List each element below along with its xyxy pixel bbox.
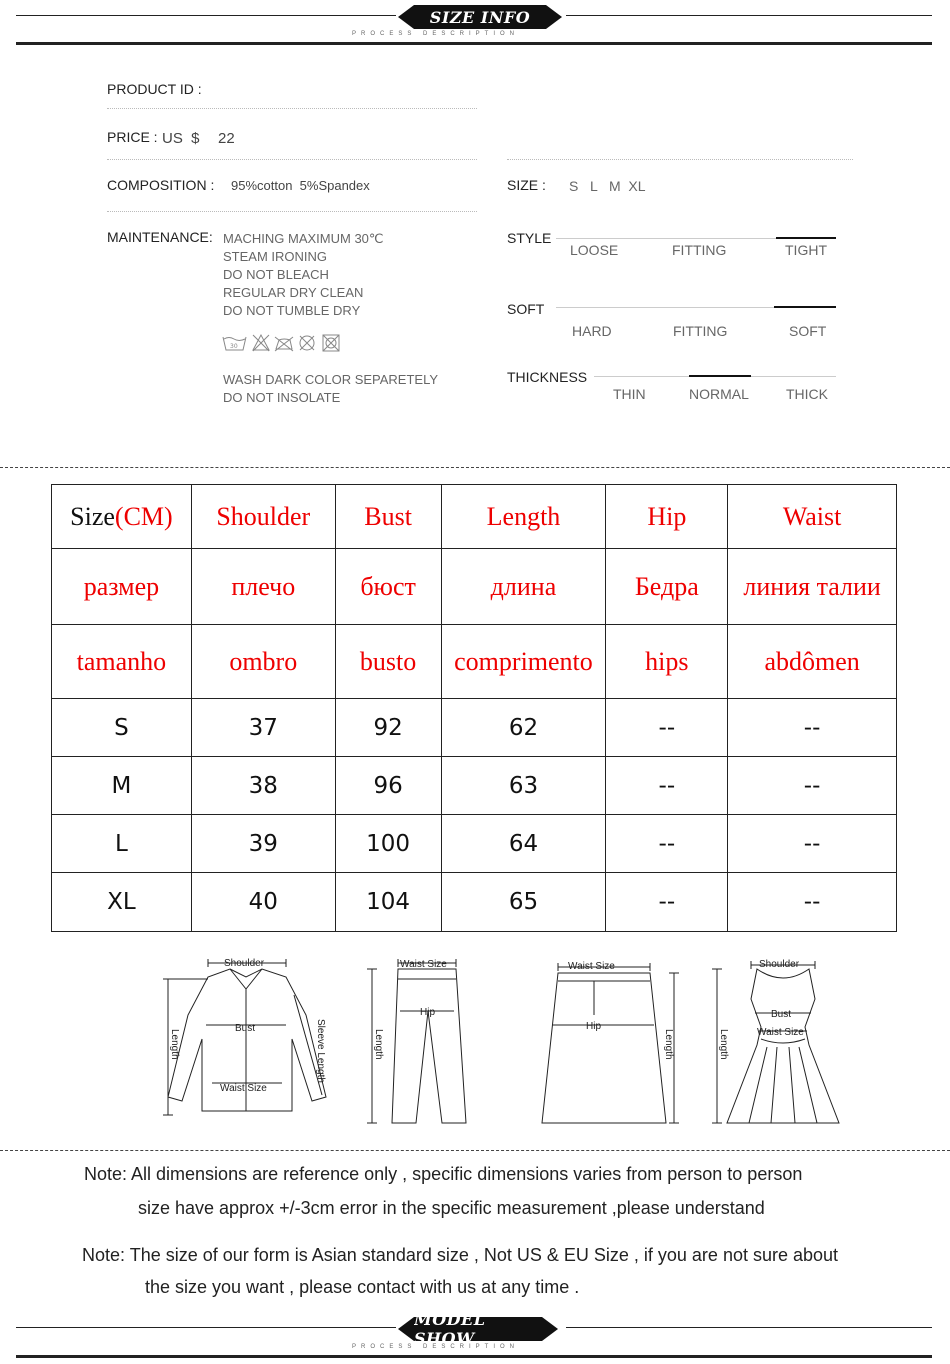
- skirt-length-label: Length: [663, 1029, 674, 1060]
- size-cm-header: Size(CM): [52, 485, 192, 549]
- table-cell: 96: [335, 757, 441, 815]
- header-subtitle: PROCESS DESCRIPTION: [352, 31, 520, 37]
- shirt-shoulder-label: Shoulder: [224, 958, 265, 969]
- price-value: 22: [218, 130, 235, 147]
- header-cell: Бедра: [606, 549, 728, 625]
- table-cell: M: [52, 757, 192, 815]
- header-rule-bottom: [16, 42, 932, 45]
- no-bleach-icon: [253, 335, 269, 351]
- table-header-row: [52, 485, 897, 549]
- svg-text:30: 30: [230, 343, 238, 350]
- maintenance-item: STEAM IRONING: [223, 249, 328, 264]
- pants-length-label: Length: [373, 1029, 384, 1060]
- dress-bust-label: Bust: [771, 1009, 792, 1020]
- header-cell: плечо: [191, 549, 335, 625]
- skirt-hip-label: Hip: [586, 1021, 602, 1032]
- note-1-line-2: size have approx +/-3cm error in the specific measurement ,please understand: [138, 1198, 765, 1218]
- footer-rule-right: [566, 1327, 932, 1328]
- pants-diagram: [360, 955, 480, 1127]
- divider: [107, 211, 477, 212]
- size-values: S L M XL: [569, 178, 646, 194]
- maintenance-item: DO NOT BLEACH: [223, 267, 329, 282]
- header-cell: размер: [52, 549, 192, 625]
- dress-waist-label: Waist Size: [757, 1027, 804, 1038]
- price-currency: US $: [162, 130, 200, 147]
- no-tumble-dry-icon: [323, 335, 339, 351]
- footer-rule-bottom: [16, 1355, 932, 1358]
- table-cell: --: [606, 699, 728, 757]
- wash-note: DO NOT INSOLATE: [223, 390, 341, 405]
- table-cell: 37: [191, 699, 335, 757]
- header-cell: Bust: [335, 485, 441, 549]
- table-cell: 100: [335, 815, 441, 873]
- shirt-waist-label: Waist Size: [220, 1083, 267, 1094]
- header-cell: comprimento: [441, 625, 606, 699]
- style-option-tight: TIGHT: [785, 242, 827, 258]
- style-scale-label: STYLE: [507, 230, 552, 246]
- soft-option-hard: HARD: [572, 323, 612, 339]
- header-cell: busto: [335, 625, 441, 699]
- price-label: PRICE :: [107, 129, 158, 145]
- table-cell: 62: [441, 699, 606, 757]
- size-info-banner: SIZE INFO: [414, 5, 546, 29]
- table-cell: --: [728, 699, 897, 757]
- size-label: SIZE :: [507, 177, 546, 193]
- header-cell: hips: [606, 625, 728, 699]
- note-2-line-2: the size you want , please contact with us at any time .: [145, 1277, 580, 1297]
- style-scale-marker: [776, 237, 836, 239]
- composition-label: COMPOSITION :: [107, 177, 215, 193]
- header-cell: бюст: [335, 549, 441, 625]
- maintenance-label: MAINTENANCE:: [107, 229, 213, 245]
- model-show-banner: MODEL SHOW: [414, 1317, 542, 1341]
- table-row: [52, 757, 897, 815]
- table-cell: L: [52, 815, 192, 873]
- dress-length-label: Length: [718, 1029, 729, 1060]
- table-cell: 39: [191, 815, 335, 873]
- soft-scale-label: SOFT: [507, 301, 545, 317]
- style-option-fitting: FITTING: [672, 242, 727, 258]
- maintenance-item: DO NOT TUMBLE DRY: [223, 303, 361, 318]
- table-cell: S: [52, 699, 192, 757]
- header-cell: tamanho: [52, 625, 192, 699]
- iron-icon: [275, 337, 293, 351]
- table-cell: 92: [335, 699, 441, 757]
- table-row: [52, 873, 897, 932]
- footer-subtitle: PROCESS DESCRIPTION: [352, 1344, 520, 1350]
- thickness-scale-marker: [689, 375, 751, 377]
- size-table: [51, 484, 897, 932]
- maintenance-list: [223, 230, 384, 320]
- header-rule-right: [566, 15, 932, 16]
- section-divider: [0, 1150, 950, 1151]
- product-id-label: PRODUCT ID :: [107, 81, 202, 97]
- soft-scale-marker: [774, 306, 836, 308]
- composition-value: 95%cotton 5%Spandex: [231, 178, 370, 193]
- pants-hip-label: Hip: [420, 1007, 436, 1018]
- header-cell: Shoulder: [191, 485, 335, 549]
- thickness-option-thick: THICK: [786, 386, 828, 402]
- dress-diagram: [705, 955, 850, 1127]
- wash-30-icon: [223, 337, 246, 350]
- pants-waist-label: Waist Size: [400, 959, 447, 970]
- shirt-sleeve-label: Sleeve Length: [315, 1019, 326, 1083]
- thickness-scale-label: THICKNESS: [507, 369, 588, 385]
- header-cell: ombro: [191, 625, 335, 699]
- shirt-length-label: Length: [169, 1029, 180, 1060]
- header-cell: Waist: [728, 485, 897, 549]
- thickness-option-thin: THIN: [613, 386, 646, 402]
- header-cell: длина: [441, 549, 606, 625]
- table-cell: 38: [191, 757, 335, 815]
- table-header-row-ru: [52, 549, 897, 625]
- table-cell: XL: [52, 873, 192, 932]
- table-cell: --: [606, 815, 728, 873]
- table-cell: 40: [191, 873, 335, 932]
- table-cell: 65: [441, 873, 606, 932]
- divider: [107, 159, 477, 160]
- soft-option-fitting: FITTING: [673, 323, 728, 339]
- care-icons: [222, 333, 346, 358]
- skirt-diagram: [540, 955, 690, 1127]
- shirt-bust-label: Bust: [235, 1023, 256, 1034]
- table-cell: 104: [335, 873, 441, 932]
- header-rule-left: [16, 15, 396, 16]
- thickness-option-normal: NORMAL: [689, 386, 749, 402]
- table-cell: --: [728, 757, 897, 815]
- maintenance-item: MACHING MAXIMUM 30℃: [223, 231, 384, 246]
- table-cell: --: [728, 873, 897, 932]
- header-cell: линия талии: [728, 549, 897, 625]
- shirt-diagram: [158, 955, 338, 1125]
- wash-notes: [223, 371, 438, 407]
- section-divider: [0, 467, 950, 468]
- header-cell: abdômen: [728, 625, 897, 699]
- note-2-line-1: Note: The size of our form is Asian standard size , Not US & EU Size , if you are not sure about: [82, 1245, 839, 1265]
- note-1-line-1: Note: All dimensions are reference only , specific dimensions varies from person to person: [84, 1164, 803, 1184]
- divider: [507, 159, 853, 160]
- style-option-loose: LOOSE: [570, 242, 619, 258]
- dress-shoulder-label: Shoulder: [759, 959, 800, 970]
- footer-rule-left: [16, 1327, 396, 1328]
- table-row: [52, 699, 897, 757]
- maintenance-item: REGULAR DRY CLEAN: [223, 285, 364, 300]
- no-dry-clean-icon: [300, 336, 314, 350]
- table-header-row-pt: [52, 625, 897, 699]
- header-cell: Hip: [606, 485, 728, 549]
- wash-note: WASH DARK COLOR SEPARETELY: [223, 372, 439, 387]
- table-cell: --: [728, 815, 897, 873]
- table-cell: --: [606, 873, 728, 932]
- table-cell: 64: [441, 815, 606, 873]
- divider: [107, 108, 477, 109]
- table-cell: 63: [441, 757, 606, 815]
- soft-option-soft: SOFT: [789, 323, 827, 339]
- skirt-waist-label: Waist Size: [568, 961, 615, 972]
- table-cell: --: [606, 757, 728, 815]
- table-row: [52, 815, 897, 873]
- header-cell: Length: [441, 485, 606, 549]
